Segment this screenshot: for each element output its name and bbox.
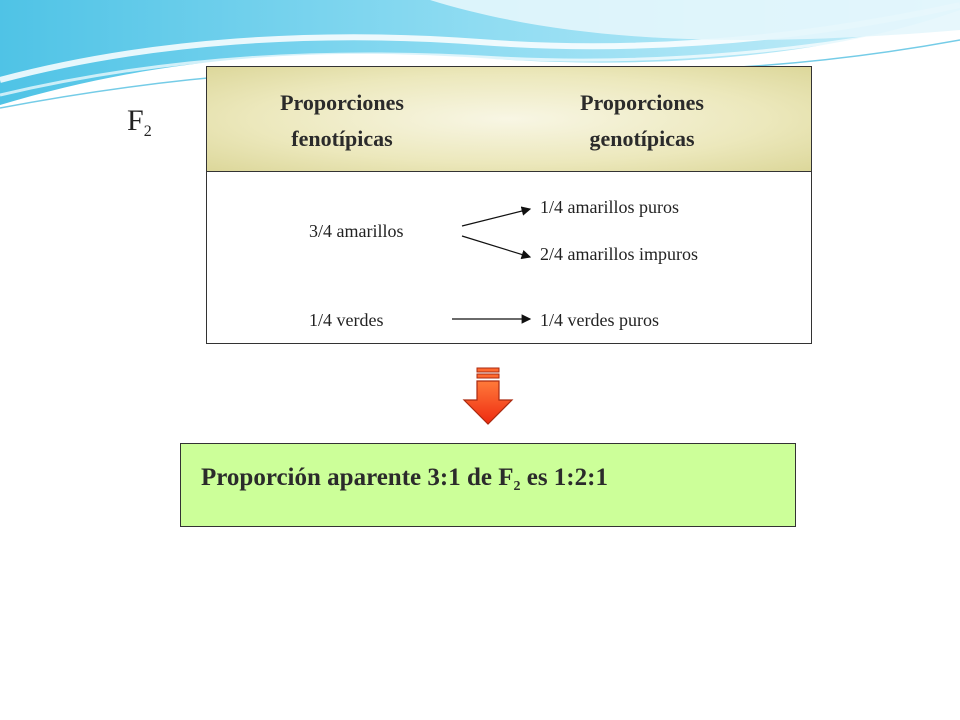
result-subscript: 2 [513,479,521,494]
generation-label [127,106,152,140]
proportions-table [206,66,812,344]
result-text-before: Proporción aparente 3:1 de F [201,464,514,491]
generation-letter: F [127,104,144,137]
genotype-yellow-pure: 1/4 amarillos puros [540,197,679,217]
down-arrow-icon [464,368,512,424]
phenotype-yellow: 3/4 amarillos [309,221,404,241]
genotype-green-pure: 1/4 verdes puros [540,310,659,330]
generation-subscript: 2 [143,123,152,140]
header-genotypic: Proporciones genotípicas [580,90,704,151]
genotype-yellow-impure: 2/4 amarillos impuros [540,244,698,264]
header-phenotypic: Proporciones fenotípicas [280,90,404,151]
result-statement [201,464,608,495]
result-text-after: es 1:2:1 [520,464,608,491]
phenotype-green: 1/4 verdes [309,310,384,330]
table-header [207,67,811,172]
result-box [180,443,796,527]
